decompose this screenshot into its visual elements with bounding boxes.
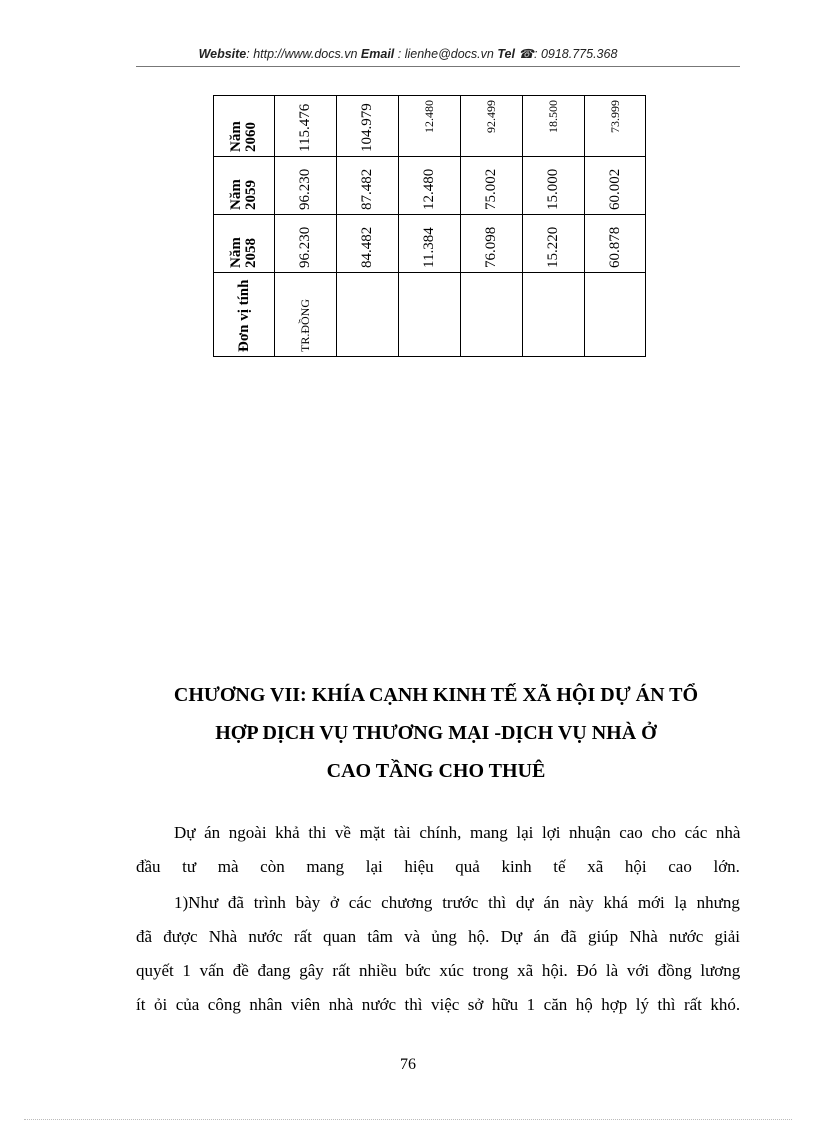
value-cell: 12.480 <box>399 157 461 215</box>
body-line: ít ỏi của công nhân viên nhà nước thì việc sở hữu 1 căn hộ hợp lý thì rất khó. <box>136 995 741 1014</box>
page-header <box>0 46 816 61</box>
header-2059: Năm 2059 <box>214 157 275 215</box>
value-cell: 11.384 <box>399 215 461 273</box>
website-label: Website <box>198 47 247 61</box>
value-cell: 12.480 <box>399 96 461 157</box>
unit-cell <box>585 273 646 357</box>
phone-icon: ☎ <box>518 47 534 61</box>
header-2058: Năm 2058 <box>214 215 275 273</box>
value-cell: 18.500 <box>523 96 585 157</box>
table-row <box>523 96 585 357</box>
data-table <box>213 95 646 357</box>
value-cell: 75.002 <box>461 157 523 215</box>
body-line: quyết 1 vấn đề đang gây rất nhiều bức xúc trong xã hội. Đó là với đồng lương <box>136 961 741 980</box>
unit-cell <box>399 273 461 357</box>
table-row <box>399 96 461 357</box>
header-unit: Đơn vị tính <box>214 273 275 357</box>
value-cell: 60.002 <box>585 157 646 215</box>
value-cell: 87.482 <box>337 157 399 215</box>
rotated-table <box>213 94 669 357</box>
table-row <box>275 96 337 357</box>
chapter-title-line-2: HỢP DỊCH VỤ THƯƠNG MẠI -DỊCH VỤ NHÀ Ở <box>215 722 657 744</box>
value-cell: 15.000 <box>523 157 585 215</box>
body-line: đầu tư mà còn mang lại hiệu quả kinh tế xã hội cao lớn. <box>136 857 740 876</box>
body-line: Dự án ngoài khả thi về mặt tài chính, mang lại lợi nhuận cao cho các nhà <box>174 823 741 842</box>
header-2060: Năm 2060 <box>214 96 275 157</box>
body-line: 1)Như đã trình bày ở các chương trước thì dự án này khá mới lạ nhưng <box>174 893 740 912</box>
table-row <box>461 96 523 357</box>
value-cell: 60.878 <box>585 215 646 273</box>
unit-cell <box>461 273 523 357</box>
value-cell: 15.220 <box>523 215 585 273</box>
tel-label: Tel <box>497 47 515 61</box>
table-header-row <box>214 96 275 357</box>
chapter-title-line-1: CHƯƠNG VII: KHÍA CẠNH KINH TẾ XÃ HỘI DỰ ÁN TỔ <box>173 684 699 706</box>
email-label: Email <box>360 47 395 61</box>
value-cell: 73.999 <box>585 96 646 157</box>
website-value: : http://www.docs.vn <box>246 47 358 61</box>
header-rule <box>136 66 740 67</box>
value-cell: 84.482 <box>337 215 399 273</box>
tel-value: : 0918.775.368 <box>534 47 618 61</box>
page-number: 76 <box>400 1056 416 1073</box>
value-cell: 104.979 <box>337 96 399 157</box>
value-cell: 96.230 <box>275 215 337 273</box>
body-line: đã được Nhà nước rất quan tâm và ủng hộ. Dự án đã giúp Nhà nước giải <box>136 927 740 946</box>
footer-rule <box>24 1119 792 1120</box>
email-value: : lienhe@docs.vn <box>397 47 494 61</box>
value-cell: 115.476 <box>275 96 337 157</box>
unit-cell: TR.ĐỒNG <box>275 273 337 357</box>
chapter-title-line-3: CAO TẦNG CHO THUÊ <box>326 760 546 782</box>
value-cell: 96.230 <box>275 157 337 215</box>
value-cell: 92.499 <box>461 96 523 157</box>
table-row <box>585 96 646 357</box>
unit-cell <box>337 273 399 357</box>
table-row <box>337 96 399 357</box>
unit-cell <box>523 273 585 357</box>
value-cell: 76.098 <box>461 215 523 273</box>
